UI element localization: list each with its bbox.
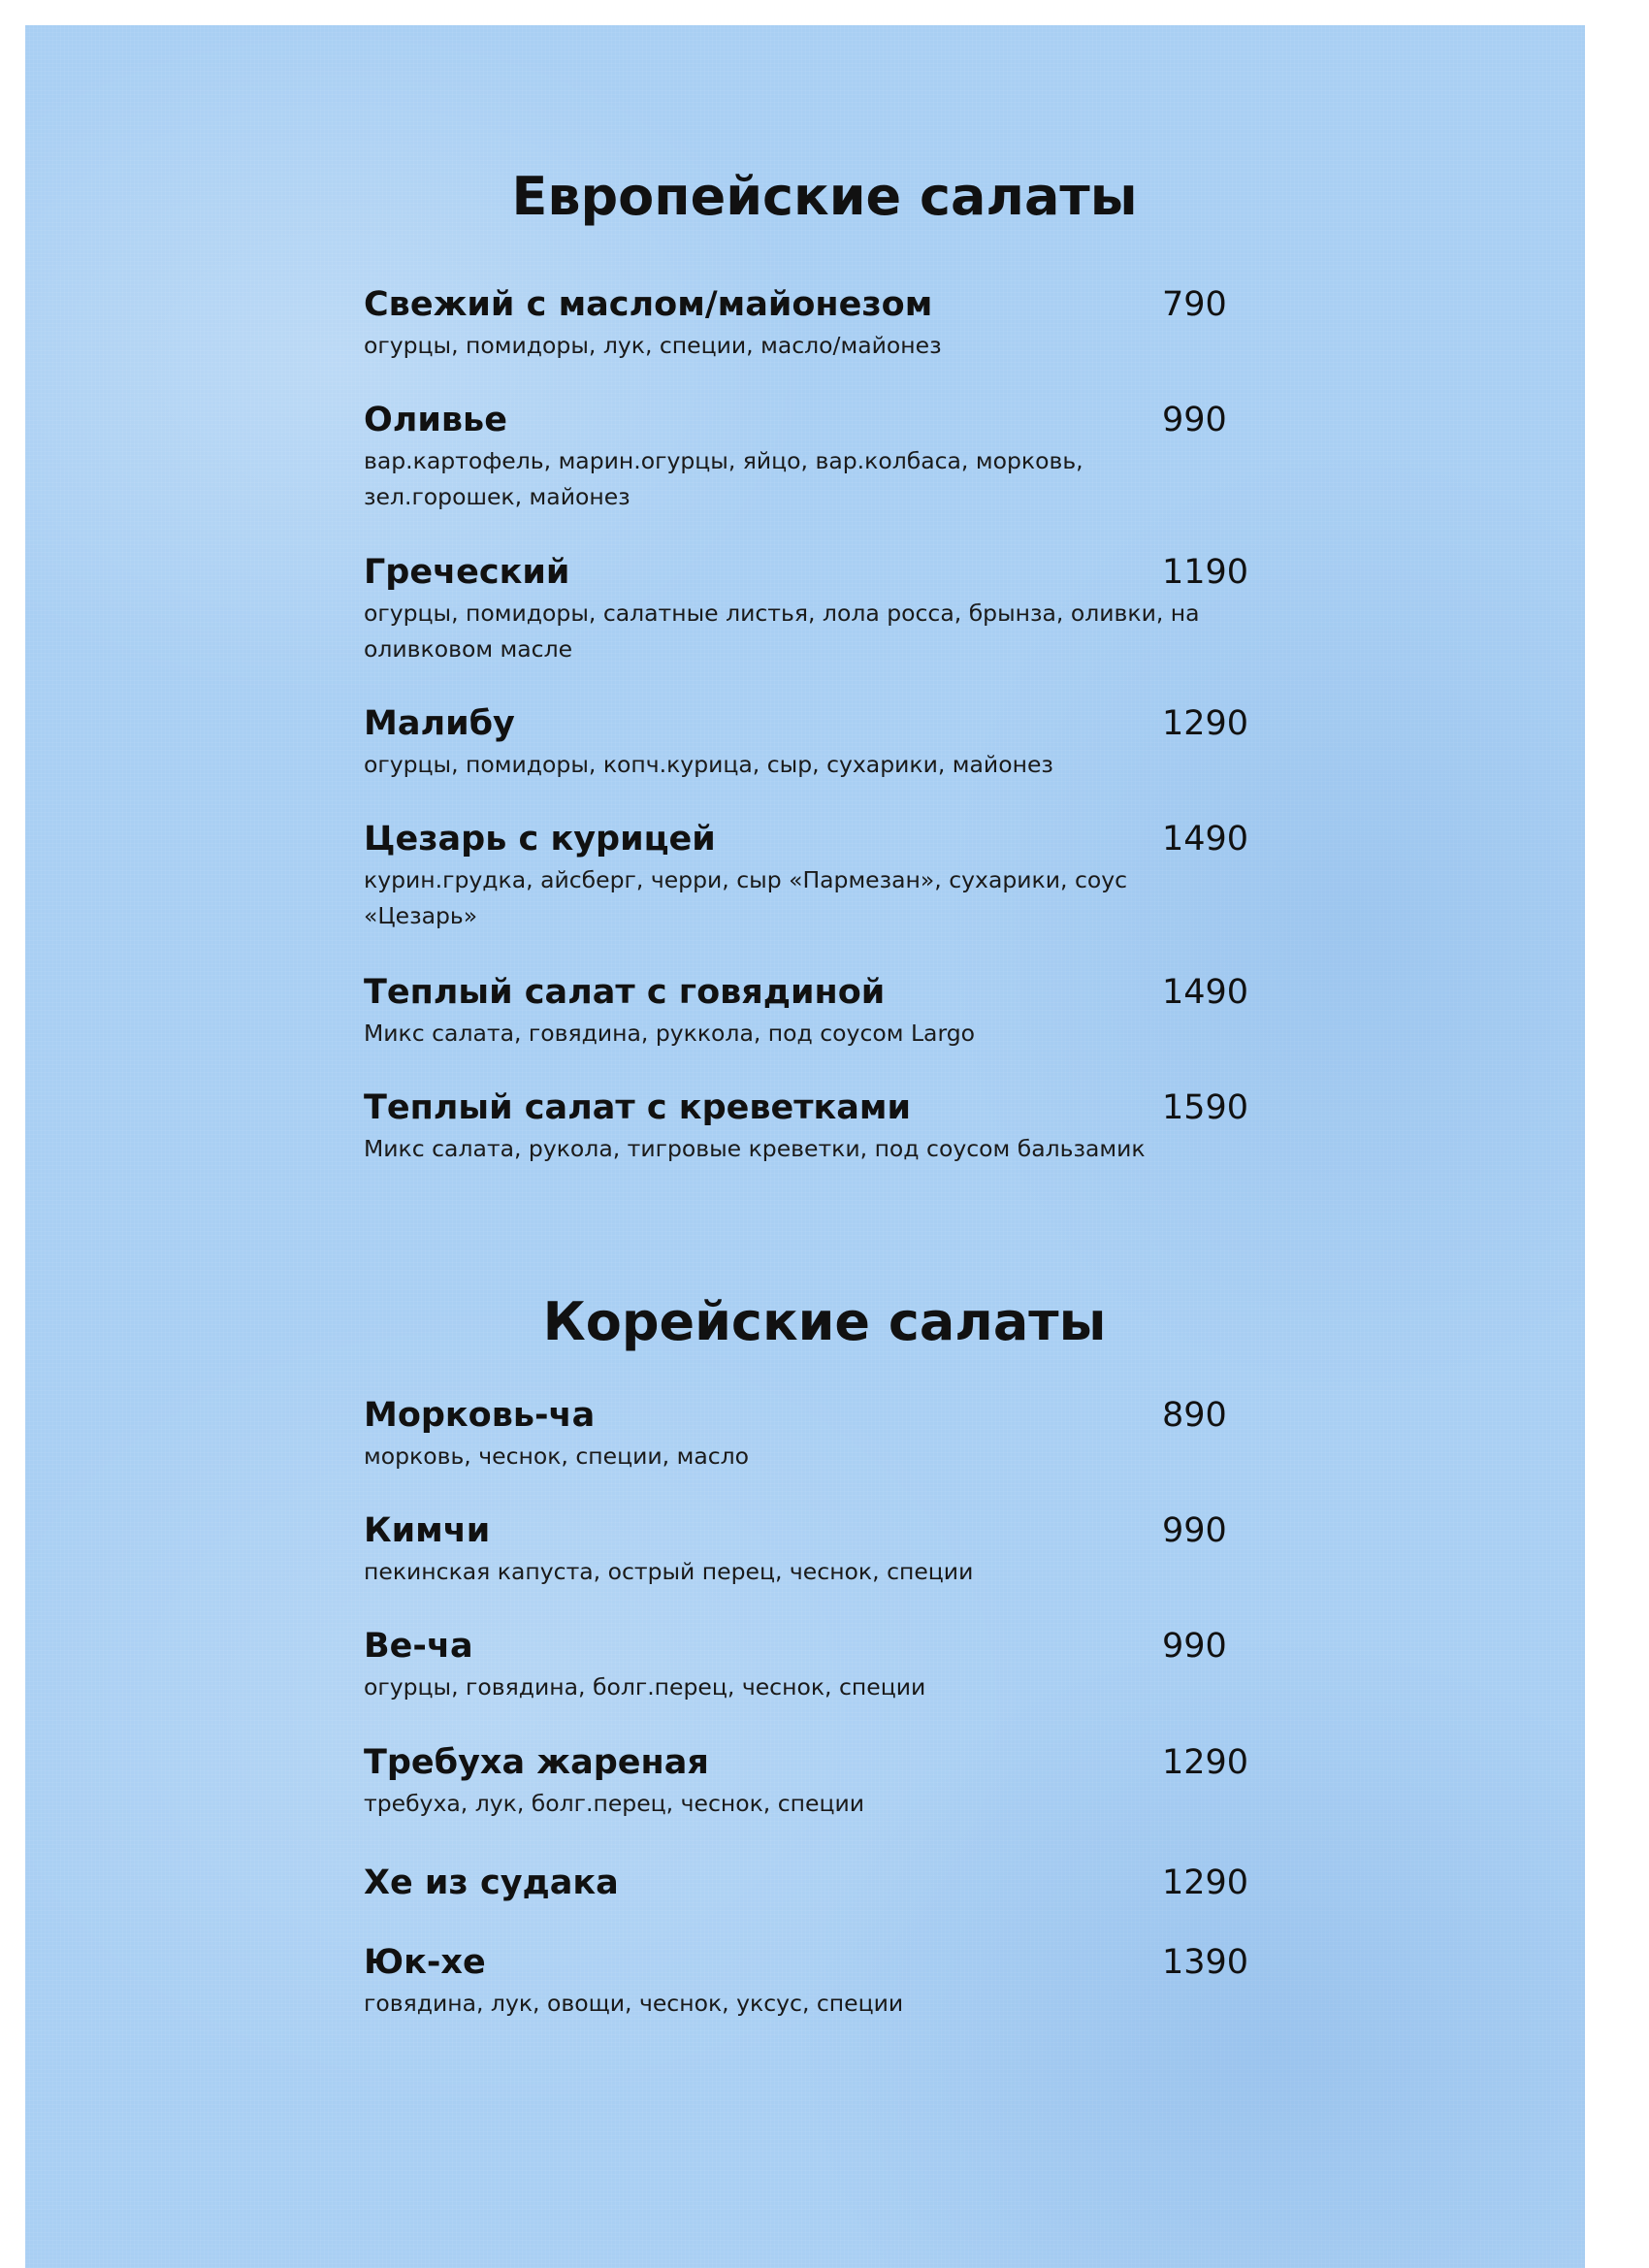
item-name: Требуха жареная	[364, 1743, 709, 1782]
european-salads-title: Европейские салаты	[511, 166, 1138, 227]
item-price: 1390	[1162, 1943, 1249, 1982]
item-price: 790	[1162, 285, 1227, 324]
item-name: Юк-хе	[364, 1943, 486, 1982]
item-description: вар.картофель, марин.огурцы, яйцо, вар.колбаса, морковь, зел.горошек, майонез	[364, 447, 1083, 510]
item-name: Теплый салат с говядиной	[364, 973, 886, 1012]
item-description: говядина, лук, овощи, чеснок, уксус, специи	[364, 1990, 904, 2017]
item-price: 890	[1162, 1396, 1227, 1435]
item-description: огурцы, помидоры, лук, специи, масло/майонез	[364, 332, 942, 359]
korean-salads-title: Корейские салаты	[542, 1291, 1107, 1352]
item-name: Теплый салат с креветками	[364, 1088, 912, 1127]
item-description: огурцы, помидоры, копч.курица, сыр, сухарики, майонез	[364, 751, 1053, 778]
item-price: 1490	[1162, 973, 1249, 1012]
item-price: 990	[1162, 1511, 1227, 1550]
item-name: Малибу	[364, 704, 515, 743]
item-price: 1290	[1162, 704, 1249, 743]
item-price: 990	[1162, 1627, 1227, 1666]
item-description: Микс салата, рукола, тигровые креветки, под соусом бальзамик	[364, 1135, 1146, 1162]
item-description: огурцы, помидоры, салатные листья, лола росса, брынза, оливки, на оливковом масле	[364, 599, 1200, 663]
item-description: огурцы, говядина, болг.перец, чеснок, специи	[364, 1673, 926, 1701]
item-name: Ве-ча	[364, 1627, 473, 1666]
item-price: 990	[1162, 401, 1227, 439]
item-name: Морковь-ча	[364, 1396, 596, 1435]
item-price: 1290	[1162, 1863, 1249, 1902]
item-description: требуха, лук, болг.перец, чеснок, специи	[364, 1790, 865, 1817]
item-name: Хе из судака	[364, 1863, 619, 1902]
item-price: 1590	[1162, 1088, 1249, 1127]
item-price: 1290	[1162, 1743, 1249, 1782]
item-name: Свежий с маслом/майонезом	[364, 285, 933, 324]
item-name: Греческий	[364, 553, 570, 592]
item-name: Оливье	[364, 401, 507, 439]
item-price: 1190	[1162, 553, 1249, 592]
item-description: курин.грудка, айсберг, черри, сыр «Пармезан», сухарики, соус «Цезарь»	[364, 866, 1128, 929]
item-name: Кимчи	[364, 1511, 491, 1550]
item-description: пекинская капуста, острый перец, чеснок, специи	[364, 1558, 974, 1585]
item-name: Цезарь с курицей	[364, 820, 716, 859]
item-description: Микс салата, говядина, руккола, под соусом Largo	[364, 1020, 975, 1047]
item-description: морковь, чеснок, специи, масло	[364, 1442, 750, 1470]
item-price: 1490	[1162, 820, 1249, 859]
